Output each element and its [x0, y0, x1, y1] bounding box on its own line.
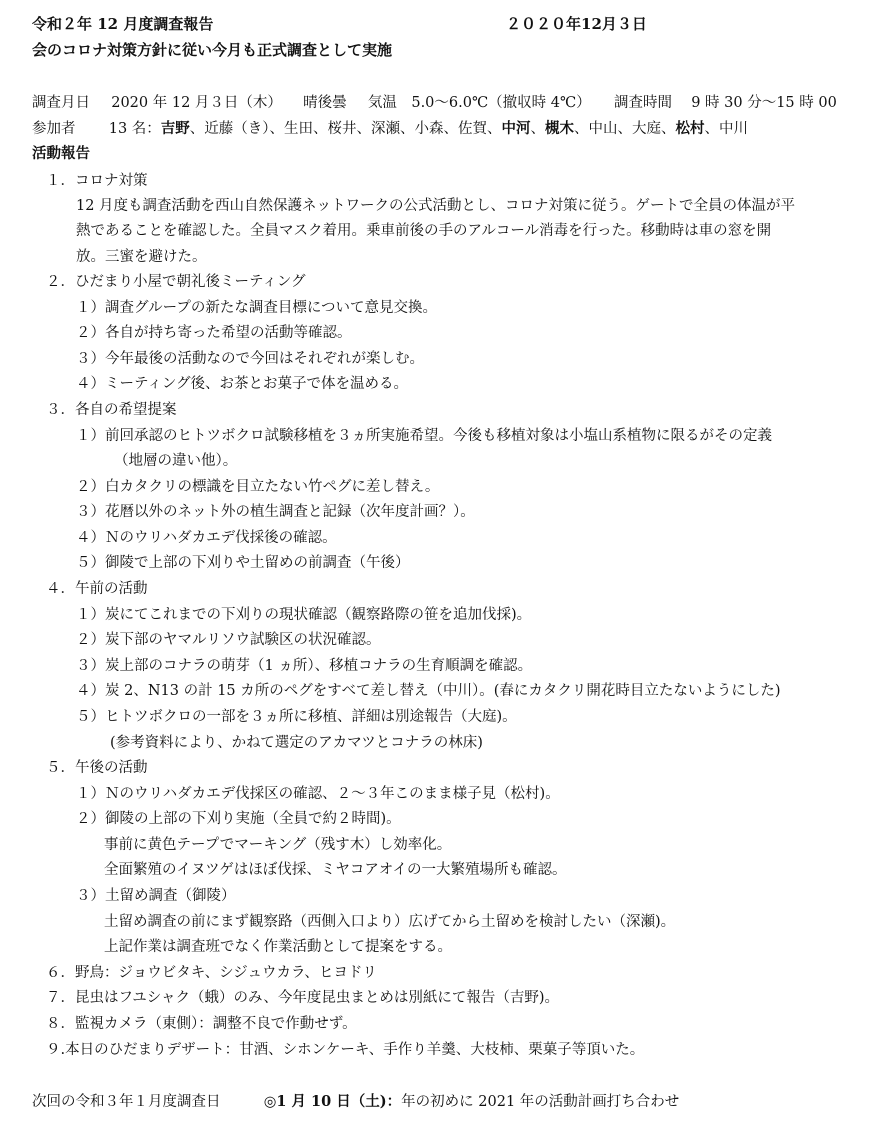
- participant-name: 吉野: [160, 120, 190, 137]
- section-3-item-1-cont: （地層の違い他）。: [114, 453, 238, 469]
- participant-separator: 、: [530, 121, 546, 137]
- section-2-title: ２．ひだまり小屋で朝礼後ミーティング: [46, 274, 306, 290]
- participants-list: [161, 121, 748, 137]
- report-date: ２０２０年12月３日: [506, 15, 647, 33]
- participant-name: 大庭: [632, 121, 662, 137]
- participants-count: 13 名：: [108, 121, 161, 137]
- section-1-line-3: 放。三蜜を避けた。: [76, 249, 207, 265]
- participant-name: 槻木: [545, 120, 575, 137]
- survey-weather: 晴後曇: [303, 95, 347, 111]
- participant-separator: 、: [356, 121, 372, 137]
- section-7-insects: ７．昆虫はフユシャク（蛾）のみ、今年度昆虫まとめは別紙にて報告（吉野)。: [46, 990, 560, 1006]
- section-1-line-2: 熱であることを確認した。全員マスク着用。乗車前後の手のアルコール消毒を行った。移動時は車の窓を開: [76, 223, 772, 239]
- section-5-item-1: １）Ｎのウリハダカエデ伐採区の確認、２～３年このまま様子見（松村)。: [76, 786, 560, 802]
- section-3-title: ３．各自の希望提案: [46, 402, 177, 418]
- section-4-item-3: ３）炭上部のコナラの萌芽（1 ヵ所）、移植コナラの生育順調を確認。: [76, 658, 533, 674]
- participants-row: [32, 119, 748, 139]
- next-survey-label: 次回の令和３年１月度調査日: [32, 1094, 221, 1110]
- participant-separator: 、: [443, 121, 459, 137]
- participant-separator: 、: [704, 121, 720, 137]
- participant-separator: 、: [487, 121, 502, 137]
- participant-name: 中河: [501, 120, 531, 137]
- participant-name: 中山: [588, 121, 618, 137]
- participant-name: 生田: [284, 121, 314, 137]
- section-5-title: ５．午後の活動: [46, 760, 148, 776]
- section-9-dessert: ９.本日のひだまりデザート：甘酒、シホンケーキ、手作り羊羹、大枝柿、栗菓子等頂いた。: [46, 1042, 645, 1058]
- section-5-item-2: ２）御陵の上部の下刈り実施（全員で約２時間)。: [76, 811, 401, 827]
- section-1-title: １．コロナ対策: [46, 173, 148, 189]
- participant-name: 小森: [414, 121, 444, 137]
- participant-name: 深瀬: [371, 121, 401, 137]
- section-2-item-4: ４）ミーティング後、お茶とお菓子で体を温める。: [76, 376, 409, 392]
- section-2-item-3: ３）今年最後の活動なので今回はそれぞれが楽しむ。: [76, 351, 424, 367]
- section-2-item-2: ２）各自が持ち寄った希望の活動等確認。: [76, 325, 352, 341]
- participant-name: 桜井: [327, 121, 357, 137]
- participant-separator: 、: [574, 121, 589, 137]
- section-3-item-3: ３）花暦以外のネット外の植生調査と記録（次年度計画？）。: [76, 504, 475, 520]
- section-6-birds: ６．野鳥：ジョウビタキ、シジュウカラ、ヒヨドリ: [46, 965, 377, 981]
- survey-time-label: 調査時間: [613, 95, 672, 111]
- next-survey-description: 年の初めに 2021 年の活動計画打ち合わせ: [401, 1094, 680, 1110]
- section-5-item-3-line-1: 土留め調査の前にまず観察路（西側入口より）広げてから土留めを検討したい（深瀬)。: [104, 914, 676, 930]
- section-4-item-2: ２）炭下部のヤマルリソウ試験区の状況確認。: [76, 632, 381, 648]
- section-4-item-1: １）炭にてこれまでの下刈りの現状確認（観察路際の笹を追加伐採)。: [76, 607, 532, 623]
- section-4-item-5: ５）ヒトツボクロの一部を３ヵ所に移植、詳細は別途報告（大庭)。: [76, 709, 517, 725]
- activity-heading: 活動報告: [32, 145, 90, 162]
- survey-date-value: 2020 年 12 月３日（木）: [111, 95, 282, 111]
- participant-separator: 、: [189, 121, 205, 137]
- participant-name: 佐賀: [458, 121, 488, 137]
- section-3-item-1: １）前回承認のヒトツボクロ試験移植を３ヵ所実施希望。今後も移植対象は小塩山系植物に限るがその定義: [76, 428, 772, 444]
- participant-separator: 、: [269, 121, 285, 137]
- survey-date-row: [32, 93, 837, 113]
- section-3-item-5: ５）御陵で上部の下刈りや土留めの前調査（午後）: [76, 555, 410, 571]
- section-2-item-1: １）調査グループの新たな調査目標について意見交換。: [76, 300, 438, 316]
- section-4-title: ４．午前の活動: [46, 581, 148, 597]
- participants-label: 参加者: [32, 121, 76, 137]
- participant-name: 近藤（き）: [204, 121, 270, 137]
- survey-date-label: 調査月日: [32, 95, 90, 111]
- participant-separator: 、: [313, 121, 328, 137]
- next-survey-date: ◎1 月 10 日（土)：: [263, 1093, 402, 1110]
- section-5-item-2-line-2: 全面繁殖のイヌツゲはほぼ伐採、ミヤコアオイの一大繁殖場所も確認。: [104, 862, 567, 878]
- section-1-line-1: 12 月度も調査活動を西山自然保護ネットワークの公式活動とし、コロナ対策に従う。ゲートで全員の体温が平: [76, 198, 796, 214]
- section-8-camera: ８．監視カメラ（東側）：調整不良で作動せず。: [46, 1016, 357, 1032]
- section-5-item-2-line-1: 事前に黄色テープでマーキング（残す木）し効率化。: [104, 837, 452, 853]
- section-5-item-3-line-2: 上記作業は調査班でなく作業活動として提案をする。: [104, 939, 452, 955]
- participant-name: 松村: [675, 120, 705, 137]
- section-4-item-4: ４）炭 2、N13 の計 15 カ所のペグをすべて差し替え（中川）。(春にカタクリ開花時目立たないようにした): [76, 683, 781, 699]
- survey-time-value: 9 時 30 分～15 時 00: [691, 95, 837, 111]
- participant-name: 中川: [719, 121, 749, 137]
- section-3-item-4: ４）Ｎのウリハダカエデ伐採後の確認。: [76, 530, 337, 546]
- section-3-item-2: ２）白カタクリの標識を目立たない竹ペグに差し替え。: [76, 479, 440, 495]
- participant-separator: 、: [617, 121, 633, 137]
- survey-temperature: 気温 5.0～6.0℃（撤収時 4℃）: [367, 95, 591, 111]
- participant-separator: 、: [400, 121, 415, 137]
- next-survey-row: [32, 1092, 679, 1112]
- section-4-item-5-cont: (参考資料により、かねて選定のアカマツとコナラの林床): [110, 735, 483, 751]
- report-subtitle: 会のコロナ対策方針に従い今月も正式調査として実施: [32, 41, 393, 59]
- report-title: 令和２年 12 月度調査報告: [32, 15, 214, 33]
- participant-separator: 、: [661, 121, 676, 137]
- section-5-item-3: ３）土留め調査（御陵）: [76, 888, 236, 904]
